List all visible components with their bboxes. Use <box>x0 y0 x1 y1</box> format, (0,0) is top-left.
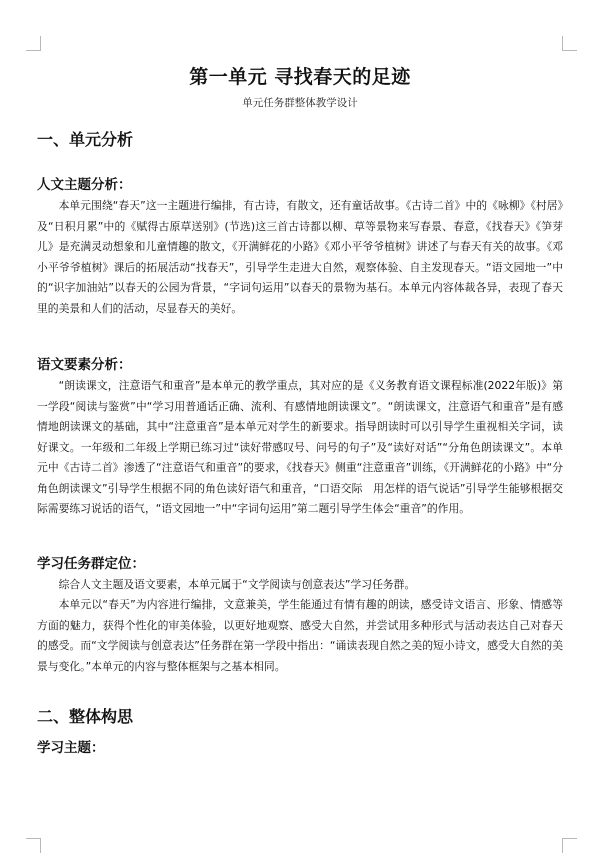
subheading-humanities-theme: 人文主题分析： <box>37 177 132 193</box>
document-title: 第一单元 寻找春天的足迹 <box>189 66 411 88</box>
paragraph-task-group-2: 本单元以“春天”为内容进行编排，文意兼美，学生能通过有情有趣的朗读，感受诗文语言、形象、情感等方面的魅力，获得个性化的审美体验，以更好地观察、感受大自然，并尝试用多种形式与活动表达自己对春天的感受。而“文学阅读与创意表达”任务群在第一学段中指出：“诵读表现自然之美的短小诗文，感受大自然的美景与变化。”本单元的内容与整体框架与之基本相同。 <box>37 598 563 673</box>
paragraph-task-group-1: 综合人文主题及语文要素，本单元属于“文学阅读与创意表达”学习任务群。 <box>58 577 416 591</box>
crop-mark-top-left <box>26 36 41 51</box>
crop-mark-bottom-left <box>26 838 41 853</box>
subheading-learning-theme: 学习主题： <box>37 740 105 756</box>
subheading-language-elements: 语文要素分析： <box>37 357 132 373</box>
section-heading-overall-design: 二、整体构思 <box>37 707 134 726</box>
document-subtitle: 单元任务群整体教学设计 <box>242 97 358 109</box>
document-page <box>37 60 563 759</box>
crop-mark-top-right <box>562 36 577 51</box>
paragraph-language-elements: “朗读课文，注意语气和重音”是本单元的教学重点，其对应的是《义务教育语文课程标准(2022年版)》第一学段“阅读与鉴赏”中“学习用普通话正确、流利、有感情地朗读课文”。“朗读课文，注意语气和重音”是有感情地朗读课文的基础，其中“注意重音”是本单元对学生的新要求。指导朗读时可以引导学生重视相关字词，读好课文。一年级和二年级上学期已练习过“读好带感叹号、问号的句子”及“读好对话”“分角色朗读课文”。本单元中《古诗二首》渗透了“注意语气和重音”的要求，《找春天》侧重“注意重音”训练，《开满鲜花的小路》中“分角色朗读课文”引导学生根据不同的角色读好语气和重音，“口语交际 用怎样的语气说话”引导学生能够根据交际需要练习说话的语气，“语文园地一”中“字词句运用”第二题引导学生体会“重音”的作用。 <box>37 379 563 515</box>
paragraph-humanities-theme: 本单元围绕“春天”这一主题进行编排，有古诗，有散文，还有童话故事。《古诗二首》中的《咏柳》《村居》及“日积月累”中的《赋得古原草送别》(节选)这三首古诗都以柳、草等景物来写春景、春意，《找春天》《笋芽儿》是充满灵动想象和儿童情趣的散文，《开满鲜花的小路》《邓小平爷爷植树》讲述了与春天有关的故事。《邓小平爷爷植树》课后的拓展活动“找春天”，引导学生走进大自然，观察体验、自主发现春天。“语文园地一”中的“识字加油站”以春天的公园为背景，“字词句运用”以春天的景物为基石。本单元内容体裁各异，表现了春天里的美景和人们的活动，尽显春天的美好。 <box>37 199 563 315</box>
section-heading-unit-analysis: 一、单元分析 <box>37 130 134 149</box>
crop-mark-bottom-right <box>562 838 577 853</box>
subheading-task-group: 学习任务群定位： <box>37 555 145 572</box>
